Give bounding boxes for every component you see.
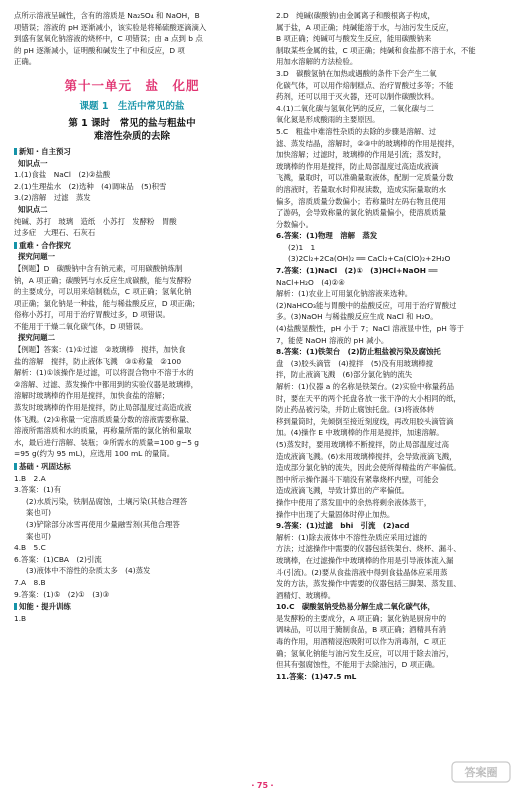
- answer-line: 6.答案：(1)CBA (2)引流: [14, 554, 102, 564]
- text-line: 方法；过滤操作中需要的仪器包括铁架台、烧杯、漏斗、: [276, 544, 461, 554]
- answer-line: NaCl+H₂O (4)②④: [276, 277, 345, 287]
- answer-line: 1.B: [14, 613, 27, 623]
- text-line: 项错误；溶液的 pH 逐渐减小，该实验是将稀硫酸逐滴滴入: [14, 22, 207, 32]
- text-line: 属于盐，A 项正确；纯碱能溶于水，与油污发生反应，: [276, 22, 454, 32]
- answer-line: (3)2Cl₂+2Ca(OH)₂ ══ CaCl₂+Ca(ClO)₂+2H₂O: [288, 254, 451, 264]
- text-line: 酒精灯、玻璃棒。: [276, 590, 336, 600]
- answer-line: 过多症 大理石、石灰石: [14, 228, 96, 238]
- subsection-heading: 探究问题二: [18, 333, 55, 343]
- text-line: 3.D 碳酸氢钠在加热或遇酸的条件下会产生二氧: [276, 68, 437, 78]
- text-line: 溶液所需溶质和水的质量，再称量所需的氯化钠和量取: [14, 426, 192, 436]
- answer-line: 9.答案：(1)过滤 bhi 引流 (2)acd: [276, 521, 410, 531]
- text-line: 图中所示操作漏斗下端没有紧靠烧杯内壁，可能会: [276, 474, 439, 484]
- unit-title: 第十一单元 盐 化肥: [64, 77, 200, 93]
- text-line: (4)盐酸显酸性，pH 小于 7；NaCl 溶液显中性，pH 等于: [276, 324, 464, 334]
- text-line: 确；氢氧化钠能与油污发生反应，可以用于除去油污，: [276, 648, 454, 658]
- answer-line: 案也可): [26, 531, 52, 541]
- text-line: 钠，A 项正确；碳酸钙与水反应生成碳酸，能与发酵粉: [14, 275, 192, 285]
- section-heading: 重难・合作探究: [14, 240, 250, 252]
- text-line: 的主要成分，可以用来焙制糕点，C 项正确；氢氧化钠: [14, 287, 192, 297]
- text-line: 滤、蒸发结晶，溶解时，②③中的玻璃棒的作用是搅拌，: [276, 138, 460, 148]
- answer-line: 案也可): [26, 508, 52, 518]
- answer-line: 7.答案：(1)NaCl (2)① (3)HCl+NaOH ══: [276, 266, 438, 276]
- text-line: 解析：(1)仪器 a 的名称是铁架台。(2)实验中称量药品: [276, 382, 454, 391]
- answer-line: 4.B 5.C: [14, 543, 46, 553]
- text-line: 点所示溶液呈碱性，含有的溶质是 Na₂SO₄ 和 NaOH，B: [14, 11, 200, 20]
- answer-line: (2)1 1: [288, 242, 316, 252]
- text-line: 溶解时玻璃棒的作用是搅拌，加快食盐的溶解；: [14, 391, 170, 401]
- text-line: 到盛有氢氧化钠溶液的烧杯中，C 项错误；由 a 点到 b 点: [14, 34, 203, 44]
- subsection-heading: 知识点二: [18, 204, 48, 214]
- text-line: 但其有强腐蚀性，不能用于去除油污，D 项正确。: [276, 660, 440, 670]
- section-marker-icon: [14, 242, 17, 249]
- text-line: 多。(3)NaOH 与稀盐酸反应生成 NaCl 和 H₂O。: [276, 312, 438, 322]
- section-heading: 基础・巩固达标: [14, 461, 250, 473]
- text-line: 飞溅，量取时，可以准确量取液体，配制一定质量分数: [276, 173, 454, 183]
- text-line: 操作中出现了大量固体时停止加热。: [276, 509, 395, 519]
- text-line: 药剂，还可以用于灭火器，还可以制作碳酸饮料。: [276, 92, 439, 102]
- text-line: 造成液滴飞溅。(6)未用玻璃棒搅拌，会导致液滴飞溅，: [276, 451, 457, 461]
- answer-line: 1.B 2.A: [14, 473, 46, 483]
- watermark-logo: [451, 760, 511, 784]
- text-line: 解析：(1)农业上可用氯化钠溶液来选种。: [276, 289, 413, 299]
- text-line: 4.(1)二氧化碳与氢氧化钙的反应，二氧化碳与二: [276, 103, 434, 113]
- text-line: 分数偏小。: [276, 219, 313, 229]
- text-line: 是发酵粉的主要成分，A 项正确；氯化钠是厨房中的: [276, 613, 447, 623]
- text-line: 时，要在天平的两个托盘各放一张干净的大小相同的纸，: [276, 393, 461, 403]
- text-line: 斗(引流)。(2)要从食盐溶液中得到食盐晶体应采用蒸: [276, 567, 448, 577]
- text-line: 移到量筒时，先倾倒至接近刻度线，再改用胶头滴管滴: [276, 416, 454, 426]
- section-marker-icon: [14, 463, 17, 470]
- answer-line: 11.答案：(1)47.5 mL: [276, 671, 357, 681]
- text-line: 用加水溶解的方法检验。: [276, 57, 358, 67]
- text-line: 加快溶解；过滤时，玻璃棒的作用是引流；蒸发时，: [276, 150, 446, 160]
- text-line: 防止药品被污染，并防止腐蚀托盘。(3)将液体转: [276, 405, 435, 415]
- text-line: 制取某些金属的盐，C 项正确；纯碱和食盐都不溶于水，不能: [276, 45, 476, 55]
- text-line: 加。(4)操作 E 中玻璃棒的作用是搅拌，加速溶解。: [276, 428, 444, 438]
- text-line: 造成液滴飞溅，导致计算出的产率偏低。: [276, 486, 410, 496]
- text-line: 解析：(1)①该操作是过滤，可以将混合物中不溶于水的: [14, 368, 194, 378]
- text-line: 解析：(1)除去液体中不溶性杂质应采用过滤的: [276, 532, 427, 542]
- answer-line: 3.(2)溶解 过滤 蒸发: [14, 193, 91, 203]
- text-line: 7，能使 NaOH 溶液的 pH 减小。: [276, 335, 389, 345]
- text-line: 俗称小苏打，可用于治疗胃酸过多，D 项错误。: [14, 310, 170, 320]
- answer-line: 6.答案：(1)物理 溶解 蒸发: [276, 231, 378, 241]
- answer-line: 8.答案：(1)铁架台 (2)防止粗盐被污染及腐蚀托: [276, 347, 441, 357]
- text-line: 2.D 纯碱(碳酸钠)由金属离子和酸根离子构成，: [276, 11, 435, 20]
- text-line: B 项正确；纯碱可与酸发生反应，能用碳酸钠来: [276, 34, 432, 44]
- text-line: 偏多，溶质质量分数偏小；若称量时左码右物且使用: [276, 196, 446, 206]
- watermark-icon: [451, 760, 511, 784]
- text-line: 【例题】D 碳酸钠中含有钠元素，可用碳酸钠炼制: [14, 263, 183, 273]
- lesson-title: 课题 1 生活中常见的盐: [79, 100, 185, 112]
- text-line: 操作中使用了蒸发皿中的余热将剩余液体蒸干，: [276, 497, 432, 507]
- subsection-heading: 探究问题一: [18, 252, 55, 262]
- text-line: (2)NaHCO₃能与胃酸中的盐酸反应，可用于治疗胃酸过: [276, 300, 457, 310]
- section-marker-icon: [14, 603, 17, 610]
- text-line: 体飞溅。(2)①称量一定溶质质量分数的溶液需要称量、: [14, 414, 194, 424]
- right-column: [276, 10, 512, 682]
- text-line: 发的方法，蒸发操作中需要的仪器包括三脚架、蒸发皿、: [276, 579, 461, 589]
- answer-line: 7.A 8.B: [14, 577, 46, 587]
- text-line: 造成部分氯化钠的流失，因此会使所得精盐的产率偏低。: [276, 463, 461, 473]
- text-line: 蒸发时玻璃棒的作用是搅拌，防止局部温度过高造成液: [14, 403, 192, 413]
- text-line: 项正确；氯化钠是一种盐，能与稀盐酸反应，D 项正确；: [14, 298, 200, 308]
- answer-line: (2)水质污染，铁制品腐蚀，土壤污染(其他合理答: [26, 496, 188, 506]
- text-line: 的 pH 逐渐减小，证明酸和碱发生了中和反应，D 项: [14, 45, 185, 55]
- answer-line: 盘 (3)胶头滴管 (4)搅拌 (5)没有用玻璃棒搅: [276, 358, 434, 368]
- answer-line: 拌，防止液滴飞溅 (6)部分氯化钠的流失: [276, 370, 413, 380]
- text-line: 了游码，会导致称量的氯化钠质量偏小，使溶质质量: [276, 208, 446, 218]
- section-heading: 新知・自主预习: [14, 146, 250, 158]
- answer-line: 10.C 碳酸氢钠受热易分解生成二氧化碳气体，: [276, 602, 435, 612]
- svg-text:答案圈: 答案圈: [464, 766, 498, 779]
- text-line: 水，最后进行溶解、装瓶；③所需水的质量=100 g−5 g: [14, 437, 199, 447]
- text-line: 毒的作用，用酒精浸泡吸附可以作为消毒剂，C 项正: [276, 637, 447, 647]
- answer-line: (3)铲除部分冰雪再使用少量融雪剂(其他合理答: [26, 519, 180, 529]
- text-line: 调味品，可以用于腌制食品，B 项正确；酒精具有消: [276, 625, 447, 635]
- text-line: 的溶液时，若量取水时仰视读数，造成实际量取的水: [276, 184, 446, 194]
- text-line: 5.C 粗盐中难溶性杂质的去除的步骤是溶解、过: [276, 126, 437, 136]
- answer-line: 3.答案：(1)有: [14, 485, 62, 495]
- answer-line: 2.(1)生理盐水 (2)选种 (4)调味品 (5)积雪: [14, 181, 167, 191]
- text-line: 玻璃棒，在过滤操作中玻璃棒的作用是引导液体流入漏: [276, 555, 454, 565]
- text-line: (5)蒸发时，要用玻璃棒不断搅拌，防止局部温度过高: [276, 439, 450, 449]
- period-title: 第 1 课时 常见的盐与粗盐中: [68, 117, 196, 129]
- text-line: 不能用于干燥二氧化碳气体，D 项错误。: [14, 321, 148, 331]
- text-line: ②溶解、过滤、蒸发操作中都用到的实验仪器是玻璃棒，: [14, 379, 199, 389]
- answer-line: 纯碱、苏打 玻璃 造纸 小苏打 发酵粉 胃酸: [14, 216, 177, 226]
- page-number: ・75・: [248, 781, 277, 790]
- text-line: 化碳气体，可以用作焙制糕点、治疗胃酸过多等；不能: [276, 80, 454, 90]
- section-heading: 知能・提升训练: [14, 601, 250, 613]
- text-line: 盐的溶解 搅拌，防止液体飞溅 ③①称量 ②100: [14, 356, 182, 366]
- answer-line: (3)液体中不溶性的杂质太多 (4)蒸发: [26, 566, 151, 576]
- subsection-heading: 知识点一: [18, 158, 48, 168]
- text-line: =95 g(约为 95 mL)，应选用 100 mL 的量筒。: [14, 449, 175, 459]
- text-line: 【例题】答案：(1)①过滤 ②玻璃棒 搅拌，加快食: [14, 345, 186, 355]
- period-subtitle: 难溶性杂质的去除: [93, 130, 170, 142]
- text-line: 玻璃棒的作用是搅拌，防止局部温度过高造成液滴: [276, 161, 439, 171]
- text-line: 正确。: [14, 57, 37, 67]
- left-column: [14, 10, 250, 624]
- answer-line: 9.答案：(1)⑤ (2)① (3)③: [14, 589, 110, 599]
- answer-line: 1.(1)食盐 NaCl (2)②盐酸: [14, 170, 111, 180]
- section-marker-icon: [14, 148, 17, 155]
- text-line: 氧化氮是形成酸雨的主要原因。: [276, 115, 380, 125]
